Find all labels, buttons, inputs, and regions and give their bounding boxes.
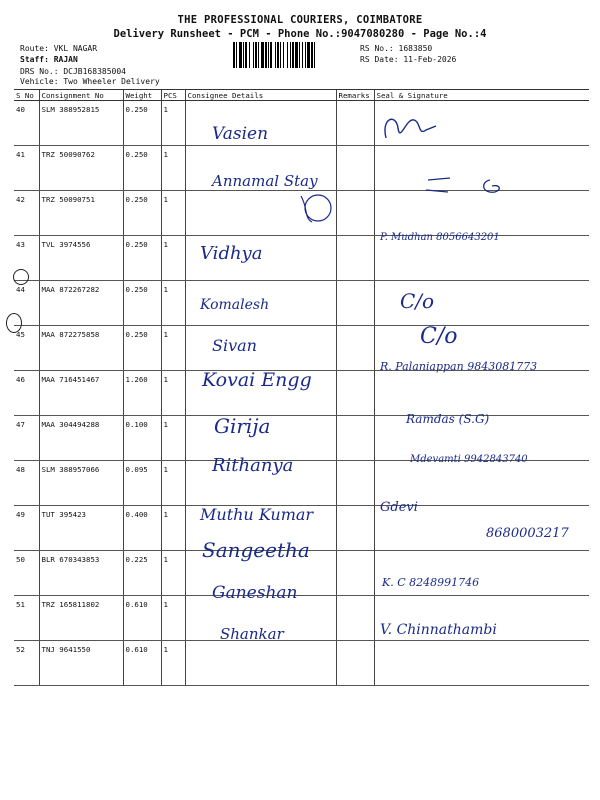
table-row	[14, 281, 589, 326]
col-header-weight: Weight	[123, 90, 161, 101]
cell-consignee	[185, 326, 336, 371]
drs-number: DRS No.: DCJB168385004	[20, 67, 126, 76]
cell-consignment: TUT 395423	[39, 506, 123, 551]
consignee-handwriting: Vidhya	[200, 243, 263, 264]
cell-consignment: MAA 716451467	[39, 371, 123, 416]
cell-consignment: MAA 872267282	[39, 281, 123, 326]
consignee-handwriting: Muthu Kumar	[200, 505, 314, 524]
cell-consignment: MAA 872275858	[39, 326, 123, 371]
cell-remarks	[336, 371, 374, 416]
signature-scribble	[420, 172, 510, 200]
signature-scribble	[376, 108, 446, 148]
cell-pcs: 1	[161, 281, 185, 326]
staff-line	[20, 55, 78, 64]
cell-pcs: 1	[161, 371, 185, 416]
cell-sno: 45	[14, 326, 39, 371]
cell-sno: 51	[14, 596, 39, 641]
company-title: THE PROFESSIONAL COURIERS, COIMBATORE	[177, 14, 423, 26]
cell-weight: 0.610	[123, 641, 161, 686]
col-header-signature: Seal & Signature	[374, 90, 589, 101]
cell-remarks	[336, 506, 374, 551]
cell-remarks	[336, 326, 374, 371]
vehicle-text: Vehicle: Two Wheeler Delivery	[20, 77, 160, 86]
cell-weight: 0.100	[123, 416, 161, 461]
cell-sno: 41	[14, 146, 39, 191]
col-header-pcs: PCS	[161, 90, 185, 101]
cell-weight: 1.260	[123, 371, 161, 416]
cell-weight: 0.250	[123, 281, 161, 326]
cell-consignment: TVL 3974556	[39, 236, 123, 281]
cell-pcs: 1	[161, 551, 185, 596]
cell-consignment: TRZ 165811802	[39, 596, 123, 641]
cell-consignment: SLM 388952815	[39, 101, 123, 146]
cell-remarks	[336, 236, 374, 281]
cell-pcs: 1	[161, 191, 185, 236]
consignee-handwriting: Rithanya	[212, 455, 294, 476]
col-header-consignee: Consignee Details	[185, 90, 336, 101]
cell-weight: 0.610	[123, 596, 161, 641]
signature-handwriting: Gdevi	[380, 500, 418, 515]
runsheet-subtitle: Delivery Runsheet - PCM - Phone No.:9047080280 - Page No.:4	[113, 28, 487, 40]
barcode-image	[232, 42, 354, 68]
cell-signature	[374, 371, 589, 416]
cell-weight: 0.225	[123, 551, 161, 596]
cell-remarks	[336, 641, 374, 686]
rs-number: RS No.: 1683850	[360, 44, 433, 53]
signature-handwriting: P. Mudhan 8056643201	[380, 232, 500, 243]
cell-pcs: 1	[161, 101, 185, 146]
cell-pcs: 1	[161, 146, 185, 191]
cell-weight: 0.095	[123, 461, 161, 506]
signature-handwriting: 8680003217	[486, 526, 569, 541]
signature-handwriting: Mdevamti 9942843740	[410, 454, 528, 465]
cell-remarks	[336, 416, 374, 461]
cell-remarks	[336, 191, 374, 236]
cell-consignment: TNJ 9641550	[39, 641, 123, 686]
cell-sno: 40	[14, 101, 39, 146]
cell-weight: 0.250	[123, 146, 161, 191]
cell-consignee	[185, 641, 336, 686]
pen-circle-mark	[13, 269, 29, 285]
cell-pcs: 1	[161, 596, 185, 641]
cell-consignment: TRZ 50090762	[39, 146, 123, 191]
cell-remarks	[336, 101, 374, 146]
cell-pcs: 1	[161, 236, 185, 281]
col-header-remarks: Remarks	[336, 90, 374, 101]
cell-sno: 49	[14, 506, 39, 551]
cell-pcs: 1	[161, 641, 185, 686]
cell-weight: 0.250	[123, 326, 161, 371]
table-row	[14, 596, 589, 641]
signature-handwriting: K. C 8248991746	[382, 576, 480, 589]
cell-sno: 47	[14, 416, 39, 461]
stamp-scribble	[296, 188, 336, 226]
cell-pcs: 1	[161, 416, 185, 461]
cell-remarks	[336, 281, 374, 326]
cell-pcs: 1	[161, 506, 185, 551]
table-row	[14, 236, 589, 281]
cell-signature	[374, 641, 589, 686]
table-header-row	[14, 90, 589, 101]
cell-weight: 0.250	[123, 236, 161, 281]
col-header-sno: S No	[14, 90, 39, 101]
cell-weight: 0.250	[123, 101, 161, 146]
cell-sno: 42	[14, 191, 39, 236]
cell-consignment: BLR 670343853	[39, 551, 123, 596]
table-row	[14, 101, 589, 146]
cell-sno: 44	[14, 281, 39, 326]
route-text: Route: VKL NAGAR	[20, 44, 98, 53]
staff-value: RAJAN	[53, 55, 78, 64]
cell-remarks	[336, 551, 374, 596]
consignee-handwriting: Komalesh	[200, 297, 270, 313]
table-row	[14, 461, 589, 506]
consignee-handwriting: Ganeshan	[212, 583, 298, 603]
signature-handwriting: V. Chinnathambi	[380, 622, 497, 638]
cell-consignment: MAA 304494288	[39, 416, 123, 461]
cell-sno: 46	[14, 371, 39, 416]
cell-remarks	[336, 596, 374, 641]
cell-remarks	[336, 461, 374, 506]
cell-pcs: 1	[161, 326, 185, 371]
signature-handwriting: C/o	[400, 289, 435, 313]
cell-weight: 0.250	[123, 191, 161, 236]
consignee-handwriting: Girija	[214, 414, 271, 438]
pen-circle-mark	[6, 313, 22, 333]
cell-sno: 48	[14, 461, 39, 506]
consignee-handwriting: Annamal Stay	[212, 172, 318, 190]
consignee-handwriting: Vasien	[212, 124, 269, 144]
staff-label: Staff:	[20, 55, 49, 64]
cell-consignment: SLM 388957066	[39, 461, 123, 506]
signature-handwriting: R. Palaniappan 9843081773	[380, 360, 538, 373]
cell-remarks	[336, 146, 374, 191]
consignee-handwriting: Shankar	[220, 625, 284, 643]
cell-sno: 52	[14, 641, 39, 686]
signature-handwriting: Ramdas (S.G)	[406, 412, 490, 426]
cell-consignment: TRZ 50090751	[39, 191, 123, 236]
cell-sno: 50	[14, 551, 39, 596]
consignee-handwriting: Sangeetha	[202, 538, 310, 562]
signature-handwriting: C/o	[420, 324, 458, 349]
cell-weight: 0.400	[123, 506, 161, 551]
consignee-handwriting: Sivan	[212, 336, 257, 355]
col-header-consignment: Consignment No	[39, 90, 123, 101]
table-row	[14, 641, 589, 686]
cell-signature	[374, 461, 589, 506]
cell-pcs: 1	[161, 461, 185, 506]
rs-date: RS Date: 11-Feb-2026	[360, 55, 457, 64]
consignee-handwriting: Kovai Engg	[202, 369, 312, 391]
cell-sno: 43	[14, 236, 39, 281]
